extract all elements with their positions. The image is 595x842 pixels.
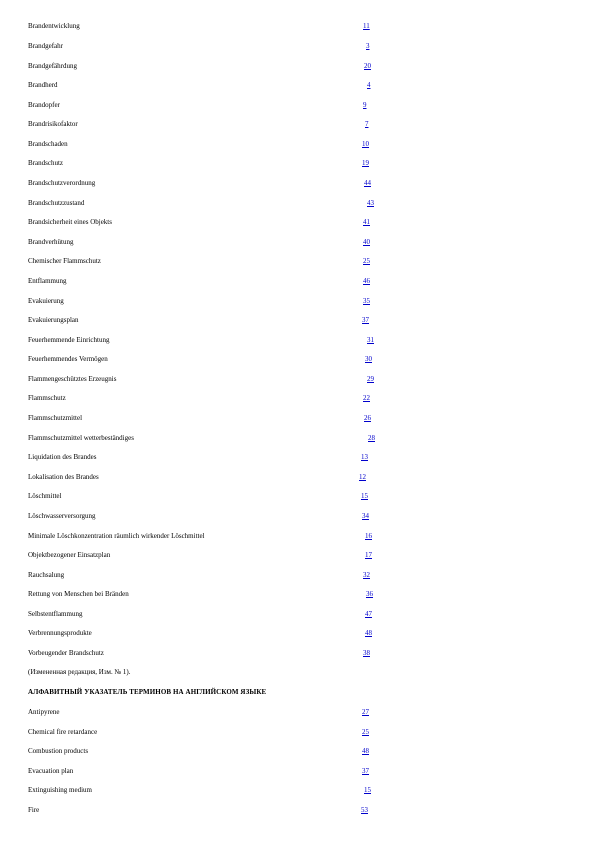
de-entry <box>28 138 428 150</box>
term-number-link[interactable]: 40 <box>363 238 370 246</box>
term-label: Flammschutz <box>28 394 66 402</box>
term-number-link[interactable]: 37 <box>362 767 369 775</box>
de-entry <box>28 334 428 346</box>
term-label: Vorbeugender Brandschutz <box>28 649 104 657</box>
term-number-link[interactable]: 7 <box>365 120 369 128</box>
en-entry <box>28 765 428 777</box>
revision-note: (Измененная редакция, Изм. № 1). <box>28 668 131 676</box>
term-label: Chemischer Flammschutz <box>28 257 101 265</box>
de-entry <box>28 549 428 561</box>
term-label: Brandentwicklung <box>28 22 80 30</box>
de-entry <box>28 216 428 228</box>
de-entry <box>28 647 428 659</box>
term-label: Liquidation des Brandes <box>28 453 97 461</box>
term-number-link[interactable]: 10 <box>362 140 369 148</box>
term-number-link[interactable]: 16 <box>365 532 372 540</box>
term-label: Entflammung <box>28 277 67 285</box>
de-entry <box>28 20 428 32</box>
term-number-link[interactable]: 22 <box>363 394 370 402</box>
term-number-link[interactable]: 15 <box>361 492 368 500</box>
en-entry <box>28 726 428 738</box>
term-number-link[interactable]: 12 <box>359 473 366 481</box>
term-number-link[interactable]: 38 <box>363 649 370 657</box>
de-entry <box>28 490 428 502</box>
term-label: Brandschutzverordnung <box>28 179 96 187</box>
term-label: Chemical fire retardance <box>28 728 98 736</box>
term-label: Brandherd <box>28 81 58 89</box>
term-number-link[interactable]: 25 <box>363 257 370 265</box>
term-label: Verbrennungsprodukte <box>28 629 92 637</box>
term-number-link[interactable]: 44 <box>364 179 371 187</box>
term-label: Brandschutzzustand <box>28 199 85 207</box>
term-number-link[interactable]: 36 <box>366 590 373 598</box>
term-label: Flammengeschütztes Erzeugnis <box>28 375 117 383</box>
term-number-link[interactable]: 19 <box>362 159 369 167</box>
de-entry <box>28 627 428 639</box>
de-entry <box>28 588 428 600</box>
de-entry <box>28 236 428 248</box>
term-label: Evakuierungsplan <box>28 316 79 324</box>
de-entry <box>28 177 428 189</box>
term-label: Feuerhemmendes Vermögen <box>28 355 108 363</box>
english-index-heading: АЛФАВИТНЫЙ УКАЗАТЕЛЬ ТЕРМИНОВ НА АНГЛИЙСКОМ ЯЗЫКЕ <box>28 688 267 696</box>
term-number-link[interactable]: 47 <box>365 610 372 618</box>
de-entry <box>28 79 428 91</box>
term-number-link[interactable]: 35 <box>363 297 370 305</box>
term-number-link[interactable]: 4 <box>367 81 371 89</box>
de-entry <box>28 471 428 483</box>
de-entry <box>28 314 428 326</box>
term-number-link[interactable]: 41 <box>363 218 370 226</box>
en-entry <box>28 706 428 718</box>
term-label: Rettung von Menschen bei Bränden <box>28 590 129 598</box>
term-label: Extinguishing medium <box>28 786 92 794</box>
en-entry <box>28 804 428 816</box>
term-number-link[interactable]: 27 <box>362 708 369 716</box>
term-number-link[interactable]: 28 <box>368 434 375 442</box>
de-entry <box>28 295 428 307</box>
term-label: Combustion products <box>28 747 89 755</box>
de-entry <box>28 608 428 620</box>
term-label: Rauchsalung <box>28 571 65 579</box>
term-label: Brandsicherheit eines Objekts <box>28 218 112 226</box>
de-entry <box>28 353 428 365</box>
de-entry <box>28 510 428 522</box>
term-number-link[interactable]: 43 <box>367 199 374 207</box>
term-number-link[interactable]: 26 <box>364 414 371 422</box>
term-label: Fire <box>28 806 40 814</box>
term-label: Selbstentflammung <box>28 610 83 618</box>
de-entry <box>28 60 428 72</box>
de-entry <box>28 392 428 404</box>
term-number-link[interactable]: 30 <box>365 355 372 363</box>
term-label: Löschwasserversorgung <box>28 512 96 520</box>
term-number-link[interactable]: 32 <box>363 571 370 579</box>
term-number-link[interactable]: 13 <box>361 453 368 461</box>
de-entry <box>28 530 428 542</box>
de-entry <box>28 275 428 287</box>
term-label: Brandschutz <box>28 159 63 167</box>
term-label: Brandverhütung <box>28 238 74 246</box>
term-label: Feuerhemmende Einrichtung <box>28 336 110 344</box>
term-number-link[interactable]: 25 <box>362 728 369 736</box>
term-number-link[interactable]: 3 <box>366 42 370 50</box>
term-label: Brandopfer <box>28 101 60 109</box>
term-label: Löschmittel <box>28 492 62 500</box>
term-label: Brandrisikofaktor <box>28 120 78 128</box>
de-entry <box>28 118 428 130</box>
term-number-link[interactable]: 31 <box>367 336 374 344</box>
de-entry <box>28 197 428 209</box>
term-number-link[interactable]: 11 <box>363 22 370 30</box>
term-number-link[interactable]: 34 <box>362 512 369 520</box>
term-number-link[interactable]: 9 <box>363 101 367 109</box>
de-entry <box>28 255 428 267</box>
term-number-link[interactable]: 37 <box>362 316 369 324</box>
term-number-link[interactable]: 48 <box>365 629 372 637</box>
term-label: Brandgefahr <box>28 42 63 50</box>
term-label: Brandschaden <box>28 140 68 148</box>
de-entry <box>28 99 428 111</box>
de-entry <box>28 569 428 581</box>
term-label: Minimale Löschkonzentration räumlich wirkender Löschmittel <box>28 532 205 540</box>
term-label: Objektbezogener Einsatzplan <box>28 551 111 559</box>
de-entry <box>28 451 428 463</box>
term-label: Antipyrene <box>28 708 60 716</box>
term-number-link[interactable]: 20 <box>364 62 371 70</box>
de-entry <box>28 432 428 444</box>
term-number-link[interactable]: 48 <box>362 747 369 755</box>
term-label: Flammschutzmittel <box>28 414 83 422</box>
de-entry <box>28 412 428 424</box>
term-label: Brandgefährdung <box>28 62 77 70</box>
term-label: Lokalisation des Brandes <box>28 473 99 481</box>
term-number-link[interactable]: 53 <box>361 806 368 814</box>
term-label: Flammschutzmittel wetterbeständiges <box>28 434 134 442</box>
de-entry <box>28 40 428 52</box>
term-number-link[interactable]: 15 <box>364 786 371 794</box>
term-number-link[interactable]: 17 <box>365 551 372 559</box>
de-entry <box>28 373 428 385</box>
en-entry <box>28 745 428 757</box>
term-number-link[interactable]: 46 <box>363 277 370 285</box>
term-label: Evacuation plan <box>28 767 74 775</box>
term-number-link[interactable]: 29 <box>367 375 374 383</box>
de-entry <box>28 157 428 169</box>
en-entry <box>28 784 428 796</box>
term-label: Evakuierung <box>28 297 64 305</box>
